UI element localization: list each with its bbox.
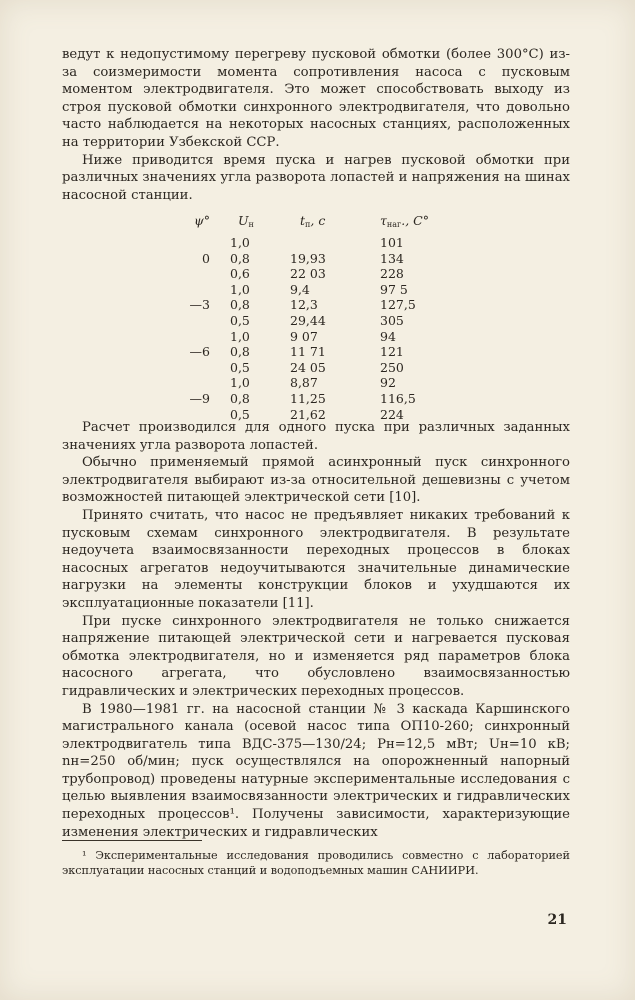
table-row [150,266,450,282]
cell-tau: 92 [380,375,396,391]
table-row [150,375,450,391]
cell-t: 19,93 [290,250,326,266]
paragraph-5: Принято считать, что насос не предъявляет никаких требований к пусковым схемам синхронного электродвигателя. В результате недоучета взаимосвязанности переходных процессов в блоках насосных агрегатов недоучитываются значительные динамические нагрузки на элементы конструкции блоков и ухудшаются их эксплуатационные показатели [11]. [62,507,570,611]
footnote-text: ¹ Экспериментальные исследования проводились совместно с лабораторией эксплуатации насосных станций и водоподъемных машин САНИИРИ. [62,849,570,877]
paragraph-4: Обычно применяемый прямой асинхронный пуск синхронного электродвигателя выбирают из-за относительной дешевизны с учетом возможностей питающей электрической сети [10]. [62,455,570,506]
cell-tau: 127,5 [380,297,416,313]
cell-u: 0,5 [230,406,250,422]
table-row [150,313,450,329]
cell-tau: 94 [380,328,396,344]
cell-u: 0,8 [230,344,250,360]
table-row [150,297,450,313]
table-row [150,251,450,267]
footnote-separator [62,840,202,841]
cell-tau: 121 [380,344,404,360]
cell-u: 1,0 [230,235,250,250]
table-row [150,360,450,376]
cell-tau: 134 [380,250,404,266]
page-number: 21 [547,912,567,928]
cell-u: 0,5 [230,359,250,375]
table-row [150,344,450,360]
cell-tau: 97 5 [380,281,408,297]
cell-psi: —9 [189,390,210,406]
cell-t: 21,62 [290,406,326,422]
cell-tau: 101 [380,235,404,250]
table-row [150,391,450,407]
paragraph-1: ведут к недопустимому перегреву пусковой обмотки (более 300°С) из-за соизмеримости момента сопротивления насоса с пусковым моментом электродвигателя. Это может способствовать выходу из строя пусковой обмотки синхронного электродвигателя, что довольно часто наблюдается на некоторых насосных станциях, расположенных на территории Узбекской ССР. [62,47,570,150]
main-text [62,419,570,841]
table-row [150,235,450,251]
paragraph-7: В 1980—1981 гг. на насосной станции № 3 каскада Каршинского магистрального канала (осевой насос типа ОП10-260; синхронный электродвигатель типа ВДС-375—130/24; Pн=12,5 мВт; Uн=10 кВ; nн=250 об/мин; пуск осуществлялся на опорожненный напорный трубопровод) проведены натурные экспериментальные исследования с целью выявления взаимосвязанности электрических и гидравлических переходных процессов¹. Получены зависимости, характеризующие изменения электрических и гидравлических [62,701,570,840]
header-t: $t_п$, с [300,213,326,229]
header-tau: $\tau_{наг}$., С° [380,213,429,229]
top-text [62,46,570,204]
cell-t: 9 07 [290,328,318,344]
cell-u: 0,5 [230,312,250,328]
cell-t: 11,25 [290,390,326,406]
cell-psi: —3 [189,297,210,313]
cell-u: 0,8 [230,297,250,313]
cell-t: 24 05 [290,359,326,375]
paragraph-2: Ниже приводится время пуска и нагрев пусковой обмотки при различных значениях угла разворота лопастей и напряжения на шинах насосной станции. [62,152,570,203]
cell-u: 1,0 [230,375,250,391]
table-row [150,329,450,345]
table-header [150,213,450,235]
cell-u: 0,8 [230,390,250,406]
header-u: $U_н$ [238,213,254,229]
cell-t: 12,3 [290,297,318,313]
paragraph-3: Расчет производился для одного пуска при различных заданных значениях угла разворота лопастей. [62,420,570,453]
cell-t: 11 71 [290,344,326,360]
cell-t: 22 03 [290,266,326,282]
cell-u: 1,0 [230,281,250,297]
cell-tau: 228 [380,266,404,282]
paragraph-6: При пуске синхронного электродвигателя не только снижается напряжение питающей электрической сети и нагревается пусковая обмотка электродвигателя, но и изменяется ряд параметров блока насосного агрегата, что обусловлено взаимосвязанностью гидравлических и электрических переходных процессов. [62,613,570,699]
data-table [150,213,450,422]
cell-u: 0,8 [230,250,250,266]
table-row [150,282,450,298]
cell-psi: 0 [202,250,210,266]
cell-tau: 305 [380,312,404,328]
cell-t: 29,44 [290,312,326,328]
cell-tau: 224 [380,406,404,422]
cell-psi: —6 [189,344,210,360]
cell-t: 8,87 [290,375,318,391]
cell-tau: 250 [380,359,404,375]
cell-t: 9,4 [290,281,310,297]
cell-tau: 116,5 [380,390,416,406]
table-body [150,235,450,422]
cell-u: 0,6 [230,266,250,282]
cell-u: 1,0 [230,328,250,344]
footnote [62,848,570,878]
header-psi: ψ° [193,213,210,228]
